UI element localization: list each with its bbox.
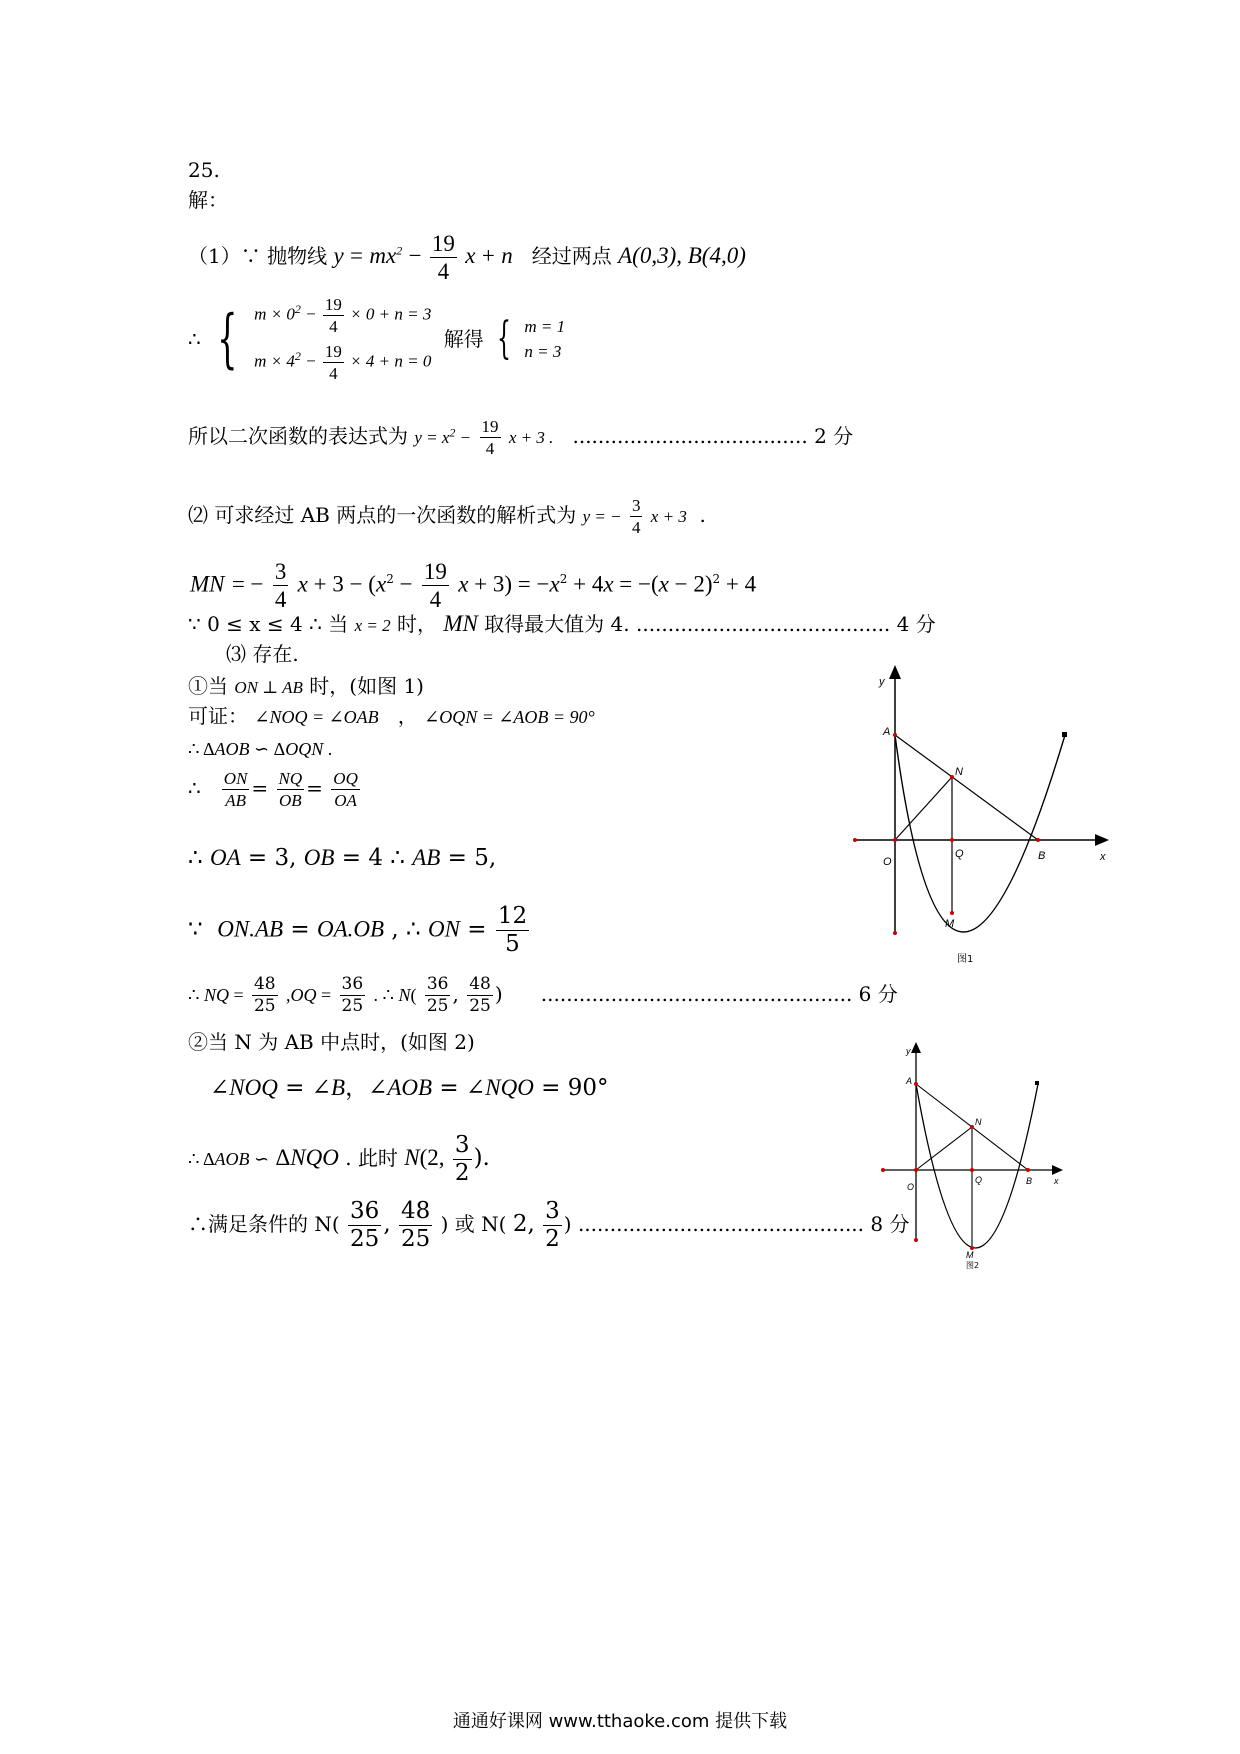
therefore-symbol: ∴	[188, 327, 201, 351]
part2-score: 4 分	[896, 612, 936, 636]
fig2-point-q	[970, 1168, 974, 1172]
expression-prefix: 所以二次函数的表达式为	[188, 424, 408, 448]
case2-line: ②当 N 为 AB 中点时，(如图 2)	[188, 1030, 475, 1054]
fig1-label-x: x	[1100, 851, 1106, 863]
fig2-caption: 图2	[966, 1261, 980, 1270]
case1-prefix: ①当	[188, 674, 228, 698]
case1-result: ∴ NQ = $\frac{48}{25}$ ,OQ = $\frac{36}{25}$ . ∴ N( $\frac{36}{25}$ , $\frac{48}{25}$ ) ................................................. 6 分	[188, 974, 898, 1016]
fig1-y-arrow	[889, 665, 901, 679]
fig1-label-a: A	[883, 726, 891, 738]
fig1-label-y: y	[879, 676, 885, 688]
fig2-label-m: M	[966, 1250, 974, 1260]
this-time: 此时	[357, 1146, 398, 1170]
conclusion-line: ∴满足条件的 N( $\frac{36}{25}$ , $\frac{48}{25}$ ) 或 N( 2, $\frac{3}{2}$ ) ............................................. 8 分	[188, 1198, 910, 1252]
fig1-parabola	[895, 735, 1065, 932]
fig1-line-ab	[895, 735, 1038, 840]
prove-prefix: 可证：	[188, 704, 248, 728]
fig2-label-o: O	[907, 1182, 915, 1192]
max-text: 取得最大值为 4.	[484, 612, 630, 636]
fig1-point-left	[853, 838, 857, 842]
fig2-point-n	[970, 1125, 974, 1129]
final-score: 8 分	[870, 1212, 910, 1236]
fig2-label-y: y	[906, 1046, 911, 1056]
fig2-point-a	[914, 1082, 918, 1086]
points-ab: A(0,3), B(4,0)	[618, 243, 746, 268]
fig1-point-a	[893, 733, 897, 737]
part2-linear: ⑵ 可求经过 AB 两点的一次函数的解析式为 y = − $\frac{3}{4}$ x + 3 .	[188, 496, 706, 537]
result-m: m = 1	[524, 317, 566, 336]
fig1-caption: 图1	[957, 954, 974, 965]
figure-1	[845, 665, 1125, 970]
fig2-label-x: x	[1054, 1176, 1059, 1186]
equation-system	[188, 292, 565, 386]
part2-text: ⑵ 可求经过 AB 两点的一次函数的解析式为	[188, 503, 577, 527]
conclusion-prefix: ∴满足条件的 N(	[188, 1212, 340, 1236]
case1-score: 6 分	[858, 982, 898, 1006]
problem-number: 25.	[188, 158, 220, 182]
similar-line1: ∴ ΔAOB ∽ ΔOQN .	[188, 739, 333, 759]
part3-heading: ⑶ 存在.	[226, 642, 299, 666]
fig1-point-m	[950, 911, 954, 915]
prove-line: 可证： ∠NOQ = ∠OAB ， ∠OQN = ∠AOB = 90°	[188, 704, 595, 728]
case1-suffix: 时，(如图 1)	[309, 674, 424, 698]
quadratic-expression: 所以二次函数的表达式为 $y = x^2$ − $\frac{19}{4}$ x + 3 . ..................................... 2 分	[188, 417, 854, 458]
figure-2	[878, 1040, 1078, 1275]
result-n: n = 3	[524, 342, 562, 361]
part1-score: 2 分	[814, 424, 854, 448]
fig1-label-m: M	[945, 918, 955, 930]
parabola-equation: y	[333, 243, 344, 268]
fig1-end-mark	[1062, 732, 1067, 737]
solve-word: 解得	[443, 327, 484, 351]
fig2-parabola	[916, 1084, 1038, 1248]
fig2-label-q: Q	[975, 1175, 983, 1185]
page-footer: 通通好课网 www.tthaoke.com 提供下载	[452, 1711, 788, 1732]
fig2-point-b	[1026, 1168, 1030, 1172]
ratio-line: ∴ $\frac{ON}{AB}$ = $\frac{NQ}{OB}$ = $\frac{OQ}{OA}$	[188, 769, 358, 810]
fig1-label-o: O	[883, 856, 892, 868]
fig1-point-bottom	[893, 931, 897, 935]
fig2-point-left	[881, 1168, 885, 1172]
fig2-x-arrow	[1052, 1165, 1063, 1175]
fig2-y-arrow	[911, 1042, 921, 1053]
fig2-point-o	[914, 1168, 918, 1172]
on-value-line: ∵ ON.AB = OA.OB , ∴ ON = $\frac{12}{5}$	[188, 903, 528, 957]
part1-statement: （1）∵ 抛物线 $y = mx^2$ − $\frac{19}{4}$ x + n 经过两点 A(0,3), B(4,0)	[188, 231, 746, 284]
fig1-line-on	[895, 777, 952, 840]
max-value-line: ∵ 0 ≤ x ≤ 4 ∴ 当 x = 2 时， MN 取得最大值为 4. ........................................ 4 分	[188, 611, 936, 636]
system-eq1: $m \times 0^2$ − $\frac{19}{4}$ × 0 + n = 3	[254, 295, 432, 336]
lengths-line: ∴ OA = 3, OB = 4 ∴ AB = 5,	[188, 845, 497, 871]
case1-line: ①当 ON ⊥ AB 时，(如图 1)	[188, 674, 424, 698]
fig1-point-o	[893, 838, 897, 842]
fig1-label-q: Q	[955, 848, 964, 860]
fig2-label-a: A	[906, 1076, 913, 1086]
solution-label: 解：	[188, 188, 228, 212]
case2-angles: ∠NOQ = ∠B，∠AOB = ∠NQO = 90°	[210, 1075, 609, 1101]
or-text: ) 或 N(	[440, 1212, 507, 1236]
left-brace: {	[217, 302, 238, 376]
fig1-x-arrow	[1095, 834, 1109, 846]
fig2-label-n: N	[975, 1117, 982, 1127]
fig1-label-b: B	[1038, 850, 1046, 862]
fig2-label-b: B	[1026, 1176, 1033, 1186]
fig2-end-mark	[1035, 1081, 1039, 1085]
fig2-point-bottom	[914, 1238, 918, 1242]
fig1-point-b	[1036, 838, 1040, 842]
fig1-point-q	[950, 838, 954, 842]
when-text: 时，	[396, 612, 437, 636]
part1-condition: 经过两点	[531, 244, 612, 268]
result-brace: {	[497, 313, 512, 364]
fig1-point-n	[950, 775, 954, 779]
range-text: ∵ 0 ≤ x ≤ 4 ∴ 当	[188, 612, 349, 636]
fig1-label-n: N	[955, 766, 963, 778]
fig2-line-on	[916, 1127, 972, 1170]
case2-similar: ∴ ΔAOB ∽ ΔNQO . 此时 N(2, $\frac{3}{2}$ ).	[188, 1132, 490, 1186]
mn-equation: MN = − $\frac{3}{4}$ $x + 3 - (x^2$ − $\frac{19}{4}$ $x + 3) = -x^2 + 4x = -(x - 2)^2 + 4$	[190, 559, 757, 612]
fraction-19-4: $\frac{19}{4}$	[431, 231, 455, 284]
system-eq2: $m \times 4^2$ − $\frac{19}{4}$ × 4 + n = 0	[254, 342, 432, 383]
part1-prefix: （1）∵ 抛物线	[188, 244, 328, 268]
